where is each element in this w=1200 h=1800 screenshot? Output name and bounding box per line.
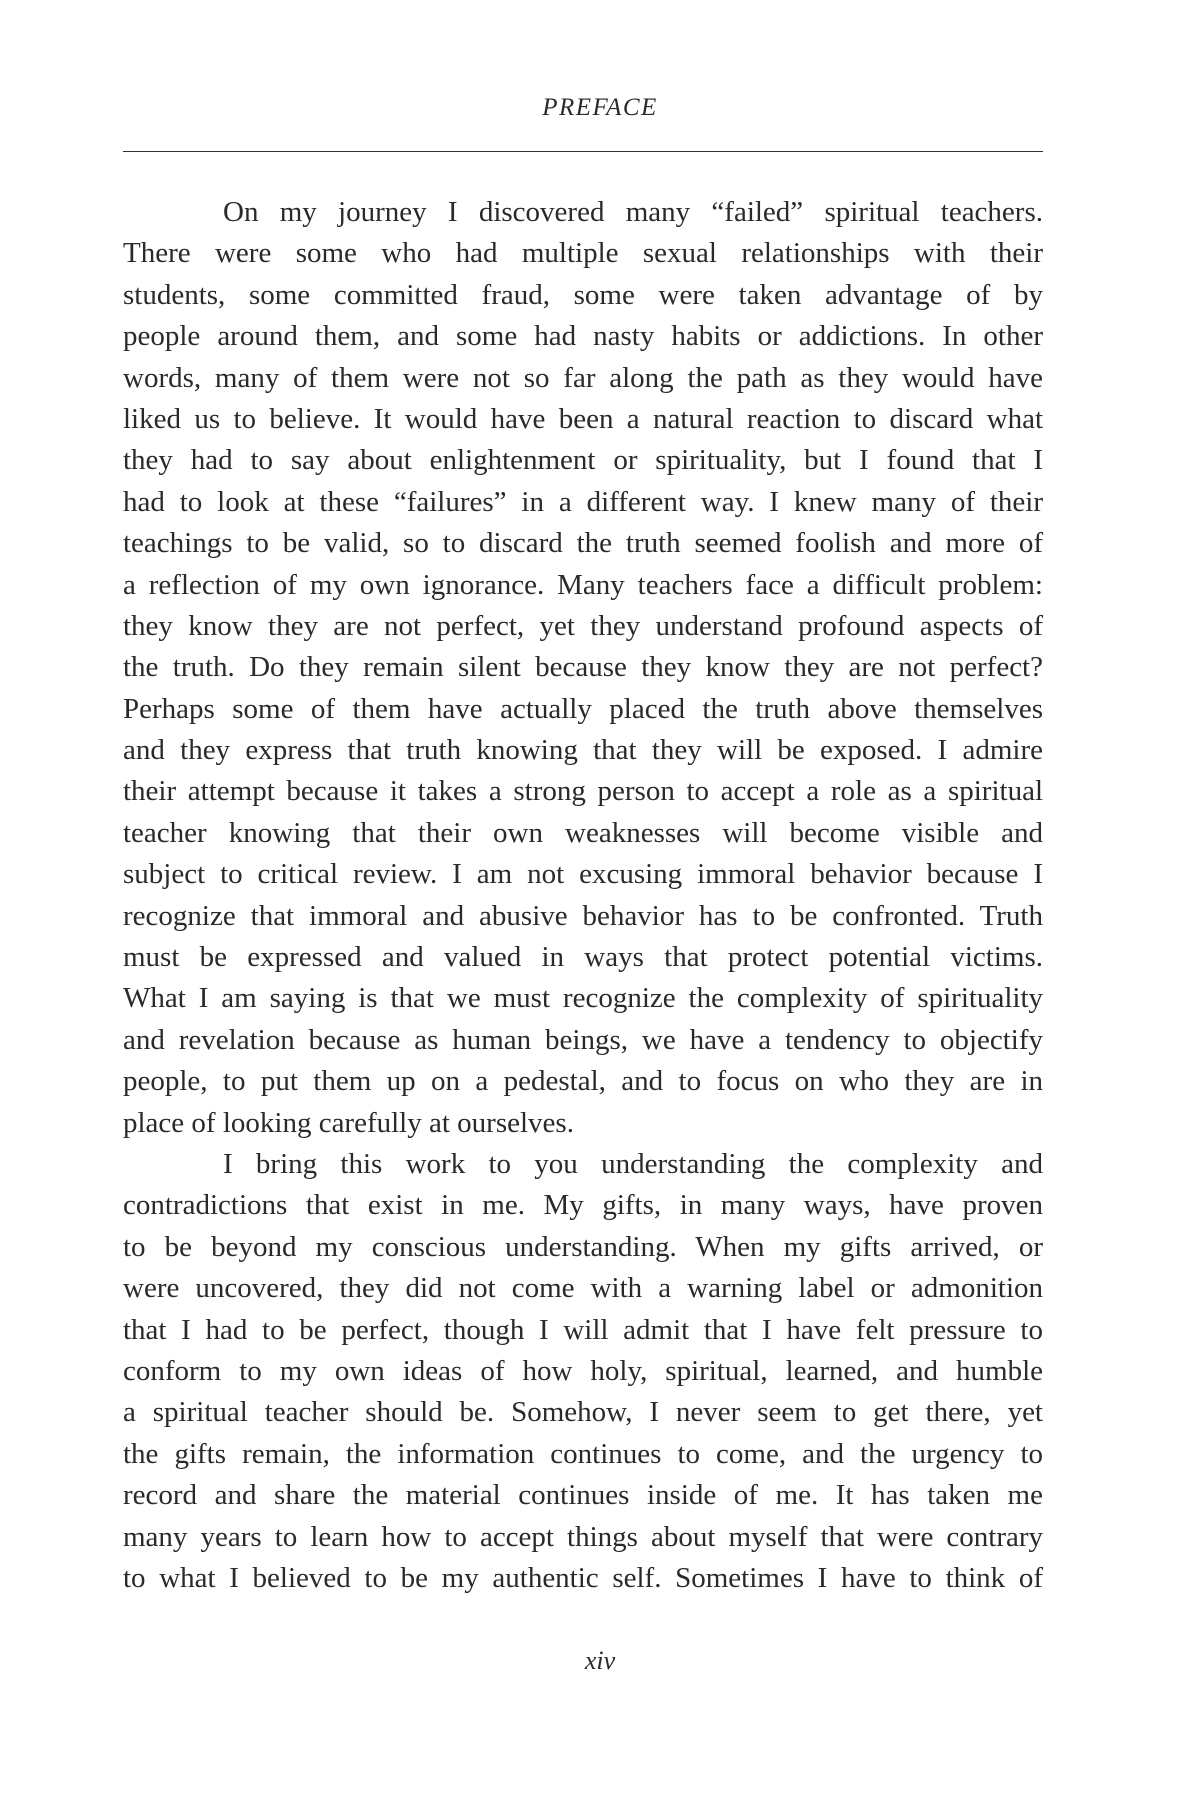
paragraph-1-line-2: There were some who had multiple sexual relationships with their [123, 237, 1043, 270]
paragraph-1-line-1: On my journey I discovered many “failed” spiritual teachers. [223, 196, 1043, 228]
paragraph-1-line-19: must be expressed and valued in ways that protect potential victims. [123, 941, 1043, 974]
paragraph-1-line-10: a reflection of my own ignorance. Many teachers face a difficult problem: [123, 568, 1043, 601]
paragraph-1-line-22: people, to put them up on a pedestal, and to focus on who they are in [123, 1065, 1043, 1098]
paragraph-1-line-15: their attempt because it takes a strong person to accept a role as a spiritual [123, 775, 1043, 808]
paragraph-1-line-20: What I am saying is that we must recognize the complexity of spirituality [123, 982, 1043, 1015]
paragraph-2-line-8: the gifts remain, the information continues to come, and the urgency to [123, 1437, 1043, 1470]
paragraph-1-line-23: place of looking carefully at ourselves. [123, 1106, 574, 1139]
paragraph-1-line-3: students, some committed fraud, some were taken advantage of by [123, 278, 1043, 311]
paragraph-1-line-14: and they express that truth knowing that they will be exposed. I admire [123, 734, 1043, 767]
paragraph-2-line-6: conform to my own ideas of how holy, spiritual, learned, and humble [123, 1354, 1043, 1387]
body-text [123, 192, 1043, 1599]
paragraph-1-line-4: people around them, and some had nasty habits or addictions. In other [123, 320, 1043, 353]
paragraph-1-line-9: teachings to be valid, so to discard the truth seemed foolish and more of [123, 527, 1043, 560]
header-rule [123, 151, 1043, 152]
paragraph-2-line-10: many years to learn how to accept things about myself that were contrary [123, 1520, 1043, 1553]
paragraph-1-line-5: words, many of them were not so far along the path as they would have [123, 361, 1043, 394]
paragraph-1-line-13: Perhaps some of them have actually placed the truth above themselves [123, 692, 1043, 725]
paragraph-2-line-3: to be beyond my conscious understanding. When my gifts arrived, or [123, 1230, 1043, 1263]
paragraph-2-line-4: were uncovered, they did not come with a warning label or admonition [123, 1272, 1043, 1305]
paragraph-1-line-12: the truth. Do they remain silent because they know they are not perfect? [123, 651, 1043, 684]
paragraph-2-line-7: a spiritual teacher should be. Somehow, I never seem to get there, yet [123, 1396, 1043, 1429]
paragraph-1-line-8: had to look at these “failures” in a different way. I knew many of their [123, 485, 1043, 518]
paragraph-1-line-7: they had to say about enlightenment or spirituality, but I found that I [123, 444, 1043, 477]
paragraph-2-line-5: that I had to be perfect, though I will admit that I have felt pressure to [123, 1313, 1043, 1346]
paragraph-1-line-6: liked us to believe. It would have been a natural reaction to discard what [123, 402, 1043, 435]
paragraph-2-line-11: to what I believed to be my authentic self. Sometimes I have to think of [123, 1561, 1043, 1594]
page-number: xiv [584, 1646, 616, 1675]
paragraph-1-line-16: teacher knowing that their own weaknesses will become visible and [123, 816, 1043, 849]
paragraph-2-line-9: record and share the material continues inside of me. It has taken me [123, 1479, 1043, 1512]
paragraph-2-line-1: I bring this work to you understanding the complexity and [223, 1147, 1043, 1180]
paragraph-1-line-11: they know they are not perfect, yet they understand profound aspects of [123, 609, 1043, 642]
paragraph-1-line-17: subject to critical review. I am not excusing immoral behavior because I [123, 858, 1043, 891]
paragraph-1-line-18: recognize that immoral and abusive behavior has to be confronted. Truth [123, 899, 1043, 932]
paragraph-2-line-2: contradictions that exist in me. My gifts, in many ways, have proven [123, 1189, 1043, 1222]
running-head: PREFACE [542, 94, 658, 121]
paragraph-1-line-21: and revelation because as human beings, we have a tendency to objectify [123, 1023, 1043, 1056]
